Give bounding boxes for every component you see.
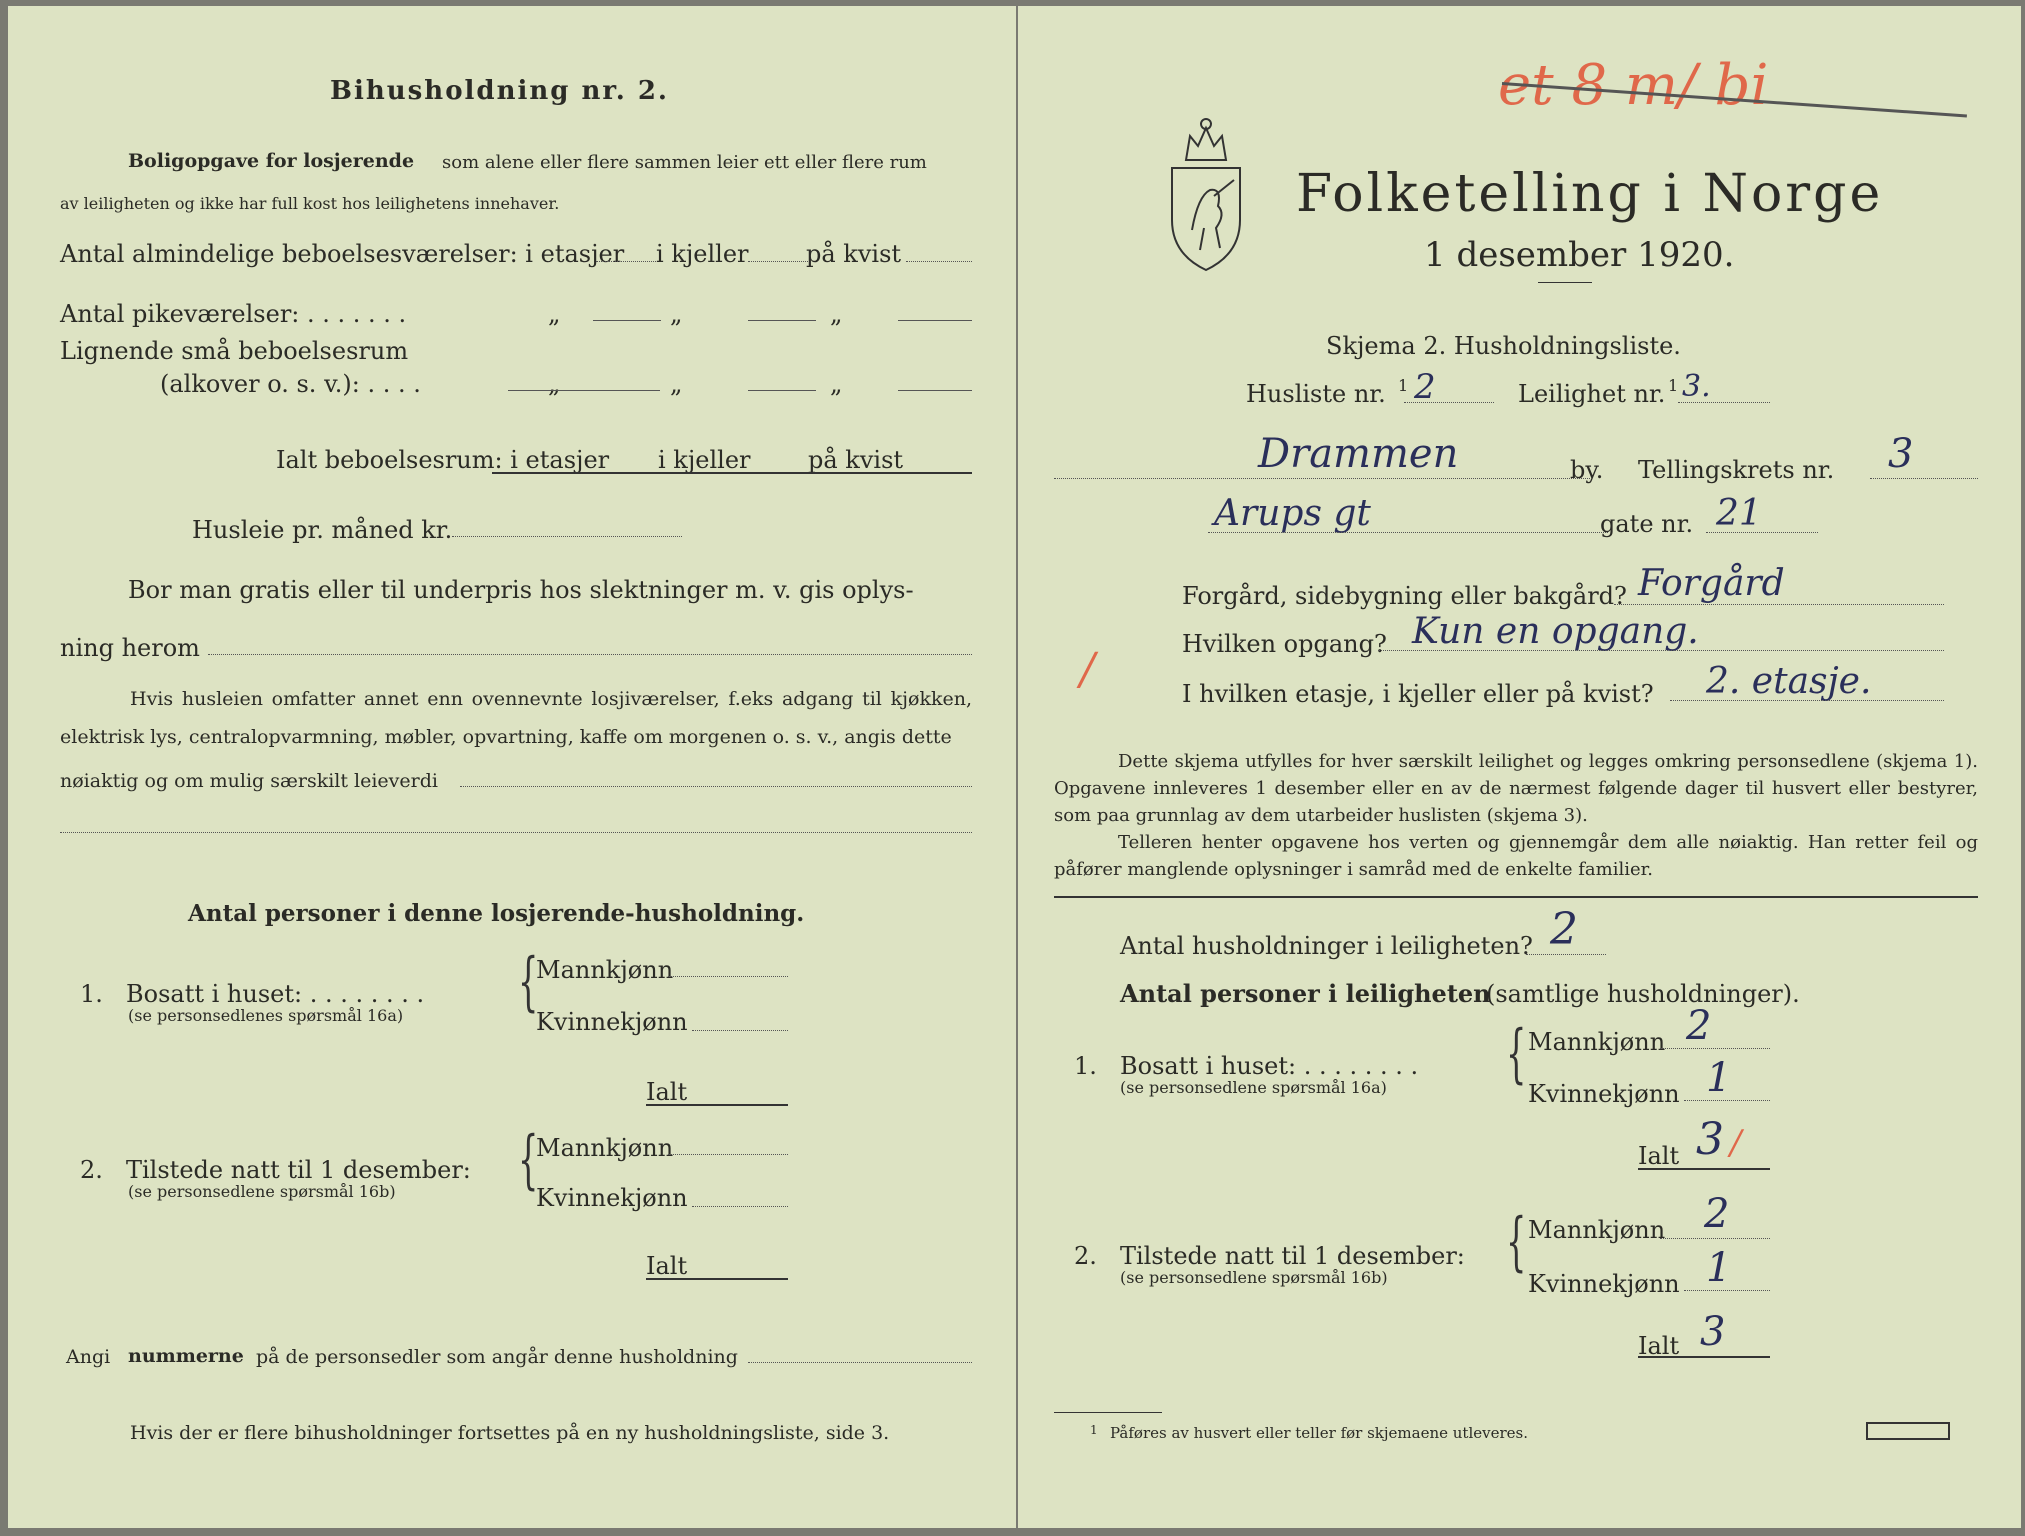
r-q2-kvinne-line bbox=[1684, 1290, 1770, 1291]
footnote-rule bbox=[1054, 1412, 1162, 1413]
lignende-line-1: Lignende små beboelsesrum bbox=[60, 337, 409, 365]
pike-line-3 bbox=[898, 320, 972, 321]
lignende-line-2: (alkover o. s. v.): . . . . bbox=[160, 370, 421, 398]
leilighet-value: 3. bbox=[1682, 369, 1711, 404]
r-q1-ialt-line bbox=[1638, 1168, 1770, 1170]
rooms-etasjer-line bbox=[596, 261, 662, 262]
q2-ialt: Ialt bbox=[646, 1252, 688, 1280]
r-q2-mann-value: 2 bbox=[1704, 1191, 1730, 1237]
rooms-kvist: på kvist bbox=[806, 240, 902, 268]
r-q1-kvinne-line bbox=[1684, 1100, 1770, 1101]
lignende-ditto-2: „ bbox=[670, 370, 683, 398]
r-q1-ialt-value: 3 bbox=[1696, 1114, 1724, 1165]
husliste-sup: 1 bbox=[1398, 376, 1409, 395]
footnote-sup: 1 bbox=[1090, 1423, 1098, 1437]
divider-rule bbox=[1054, 896, 1978, 898]
r-q1-num: 1. bbox=[1074, 1052, 1097, 1080]
r-q2-ialt-value: 3 bbox=[1700, 1309, 1726, 1355]
by-label: by. bbox=[1570, 456, 1604, 484]
date-rule bbox=[1538, 282, 1592, 283]
angi-1: Angi bbox=[66, 1346, 111, 1368]
intro-bold: Boligopgave for losjerende bbox=[128, 150, 415, 172]
forgaard-line bbox=[1614, 604, 1944, 605]
q1-ialt: Ialt bbox=[646, 1078, 688, 1106]
husleie-label: Husleie pr. måned kr. bbox=[192, 516, 453, 544]
husleie-line bbox=[452, 536, 682, 537]
city-value: Drammen bbox=[1258, 431, 1459, 477]
street-line bbox=[1208, 532, 1608, 533]
q1-kvinne-line bbox=[692, 1030, 788, 1031]
tellingskrets-label: Tellingskrets nr. bbox=[1638, 456, 1835, 484]
angi-line bbox=[748, 1362, 972, 1363]
q1-num: 1. bbox=[80, 980, 103, 1008]
red-mark: / bbox=[1080, 644, 1095, 695]
q1-brace: { bbox=[518, 945, 539, 1019]
r-q1-kvinne-value: 1 bbox=[1706, 1055, 1732, 1101]
q2-mann-line bbox=[668, 1154, 788, 1155]
persons-bold: Antal personer i leiligheten bbox=[1120, 979, 1491, 1008]
pike-label: Antal pikeværelser: . . . . . . . bbox=[60, 300, 407, 328]
bihusholdning-title: Bihusholdning nr. 2. bbox=[330, 76, 669, 106]
r-q2-ialt-label: Ialt bbox=[1638, 1332, 1680, 1360]
q1-kvinne: Kvinnekjønn bbox=[536, 1008, 688, 1036]
ning-herom: ning herom bbox=[60, 634, 200, 662]
husliste-label: Husliste nr. bbox=[1246, 380, 1386, 408]
street-value: Arups gt bbox=[1214, 493, 1371, 534]
ialt-rooms-kjeller: i kjeller bbox=[658, 446, 751, 474]
pike-ditto-3: „ bbox=[830, 300, 843, 328]
tellingskrets-line bbox=[1870, 478, 1978, 479]
husliste-line bbox=[1404, 402, 1494, 403]
pike-line-1 bbox=[593, 320, 661, 321]
q2-brace: { bbox=[518, 1123, 539, 1197]
r-q2-brace: { bbox=[1506, 1205, 1527, 1279]
q2-mann: Mannkjønn bbox=[536, 1134, 674, 1162]
printer-stamp bbox=[1866, 1422, 1950, 1440]
left-footer: Hvis der er flere bihusholdninger fortsettes på en ny husholdningsliste, side 3. bbox=[130, 1422, 890, 1444]
gate-label: gate nr. bbox=[1600, 510, 1694, 538]
footnote-text: Påføres av husvert eller teller før skjemaene utleveres. bbox=[1110, 1424, 1528, 1442]
etasje-value: 2. etasje. bbox=[1706, 661, 1872, 702]
q2-sub: (se personsedlene spørsmål 16b) bbox=[128, 1182, 396, 1201]
q1-mann-line bbox=[668, 976, 788, 977]
ning-herom-line bbox=[208, 654, 972, 655]
r-q1-kvinne-label: Kvinnekjønn bbox=[1528, 1080, 1680, 1108]
r-q2-ialt-line bbox=[1638, 1356, 1770, 1358]
q1-label: Bosatt i huset: . . . . . . . . bbox=[126, 980, 425, 1008]
forgaard-value: Forgård bbox=[1638, 563, 1785, 604]
leilighet-label: Leilighet nr. bbox=[1518, 380, 1666, 408]
r-q2-kvinne-value: 1 bbox=[1706, 1245, 1732, 1291]
census-title: Folketelling i Norge bbox=[1296, 164, 1884, 224]
blank-line bbox=[60, 832, 972, 833]
intro-line2: av leiligheten og ikke har full kost hos leilighetens innehaver. bbox=[60, 194, 560, 213]
angi-2: på de personsedler som angår denne husholdning bbox=[256, 1346, 738, 1368]
opgang-label: Hvilken opgang? bbox=[1182, 630, 1387, 658]
left-page bbox=[8, 6, 1016, 1528]
pike-line-2 bbox=[748, 320, 816, 321]
pike-ditto-1: „ bbox=[548, 300, 561, 328]
r-q1-label: Bosatt i huset: . . . . . . . . bbox=[1120, 1052, 1419, 1080]
q2-label: Tilstede natt til 1 desember: bbox=[126, 1156, 471, 1184]
intro-rest: som alene eller flere sammen leier ett eller flere rum bbox=[442, 152, 927, 173]
r-q2-num: 2. bbox=[1074, 1242, 1097, 1270]
r-q2-mann-line bbox=[1660, 1238, 1770, 1239]
gate-value: 21 bbox=[1716, 493, 1762, 534]
hvis-husleien: Hvis husleien omfatter annet enn ovennevnte losjiværelser, f.eks adgang til kjøkken, elektrisk lys, centralopvarmning, møbler, opvartning, kaffe om morgenen o. s. v., angis dette bbox=[60, 688, 972, 748]
lignende-ditto-1: „ bbox=[548, 370, 561, 398]
r-q1-brace: { bbox=[1506, 1017, 1527, 1091]
ialt-rooms-label: Ialt beboelsesrum: i etasjer bbox=[276, 446, 610, 474]
hush-label: Antal husholdninger i leiligheten? bbox=[1120, 932, 1533, 960]
bor-man: Bor man gratis eller til underpris hos slektninger m. v. gis oplys- bbox=[128, 576, 914, 604]
hush-line bbox=[1526, 954, 1606, 955]
r-q1-mann-line bbox=[1660, 1048, 1770, 1049]
q2-num: 2. bbox=[80, 1156, 103, 1184]
q1-sub: (se personsedlenes spørsmål 16a) bbox=[128, 1006, 404, 1025]
lignende-line-b bbox=[748, 390, 816, 391]
coat-of-arms-icon bbox=[1164, 110, 1248, 272]
r-q1-ialt-label: Ialt bbox=[1638, 1142, 1680, 1170]
red-annotation: et 8 m/ bi bbox=[1498, 53, 1769, 118]
pike-ditto-2: „ bbox=[670, 300, 683, 328]
info-paragraph-1: Dette skjema utfylles for hver særskilt leilighet og legges omkring personsedlene (skjema 1). Opgavene innleveres 1 desember eller en av de nærmest følgende dager til husvert eller bestyrer, som paa grunnlag av dem utarbeider huslisten (skjema 3). bbox=[1054, 751, 1978, 826]
r-q1-mann-label: Mannkjønn bbox=[1528, 1028, 1666, 1056]
rooms-label: Antal almindelige beboelsesværelser: i etasjer bbox=[60, 240, 625, 268]
q2-kvinne: Kvinnekjønn bbox=[536, 1184, 688, 1212]
rooms-kjeller: i kjeller bbox=[656, 240, 749, 268]
r-q2-mann-label: Mannkjønn bbox=[1528, 1216, 1666, 1244]
r-q2-sub: (se personsedlene spørsmål 16b) bbox=[1120, 1268, 1388, 1287]
q2-ialt-line bbox=[646, 1278, 788, 1280]
r-q1-mann-value: 2 bbox=[1686, 1003, 1712, 1049]
q1-mann: Mannkjønn bbox=[536, 956, 674, 984]
tellingskrets-value: 3 bbox=[1888, 431, 1914, 477]
opgang-line bbox=[1378, 650, 1944, 651]
city-line bbox=[1054, 478, 1590, 479]
rooms-kvist-line bbox=[906, 261, 972, 262]
hush-value: 2 bbox=[1550, 904, 1578, 955]
husliste-value: 2 bbox=[1414, 367, 1436, 407]
leilighet-sup: 1 bbox=[1668, 376, 1679, 395]
info-paragraph-2: Telleren henter opgavene hos verten og gjennemgår dem alle nøiaktig. Han retter feil og påfører manglende oplysninger i samråd med de enkelte familier. bbox=[1054, 832, 1978, 880]
etasje-label: I hvilken etasje, i kjeller eller på kvist? bbox=[1182, 680, 1654, 708]
forgaard-label: Forgård, sidebygning eller bakgård? bbox=[1182, 582, 1627, 610]
q1-ialt-line bbox=[646, 1104, 788, 1106]
r-q1-sub: (se personsedlene spørsmål 16a) bbox=[1120, 1078, 1387, 1097]
lignende-line-a bbox=[508, 390, 660, 391]
persons-rest: (samtlige husholdninger). bbox=[1486, 980, 1800, 1008]
r-q2-kvinne-label: Kvinnekjønn bbox=[1528, 1270, 1680, 1298]
lignende-ditto-3: „ bbox=[830, 370, 843, 398]
r-q1-red-check: / bbox=[1730, 1123, 1742, 1163]
census-date: 1 desember 1920. bbox=[1424, 235, 1735, 275]
opgang-value: Kun en opgang. bbox=[1412, 611, 1699, 652]
noiaktig: nøiaktig og om mulig særskilt leieverdi bbox=[60, 770, 438, 792]
right-page bbox=[1018, 6, 2021, 1528]
etasje-line bbox=[1670, 700, 1944, 701]
leilighet-line bbox=[1678, 402, 1770, 403]
persons-heading: Antal personer i denne losjerende-husholdning. bbox=[188, 900, 805, 927]
r-q2-label: Tilstede natt til 1 desember: bbox=[1120, 1242, 1465, 1270]
ialt-rooms-kvist: på kvist bbox=[808, 446, 904, 474]
gate-line bbox=[1706, 532, 1818, 533]
skjema: Skjema 2. Husholdningsliste. bbox=[1326, 332, 1681, 360]
angi-bold: nummerne bbox=[128, 1345, 244, 1367]
lignende-line-c bbox=[898, 390, 972, 391]
q2-kvinne-line bbox=[692, 1206, 788, 1207]
noiaktig-line bbox=[460, 786, 972, 787]
ialt-rooms-underline bbox=[492, 472, 972, 474]
rooms-kjeller-line bbox=[748, 261, 810, 262]
